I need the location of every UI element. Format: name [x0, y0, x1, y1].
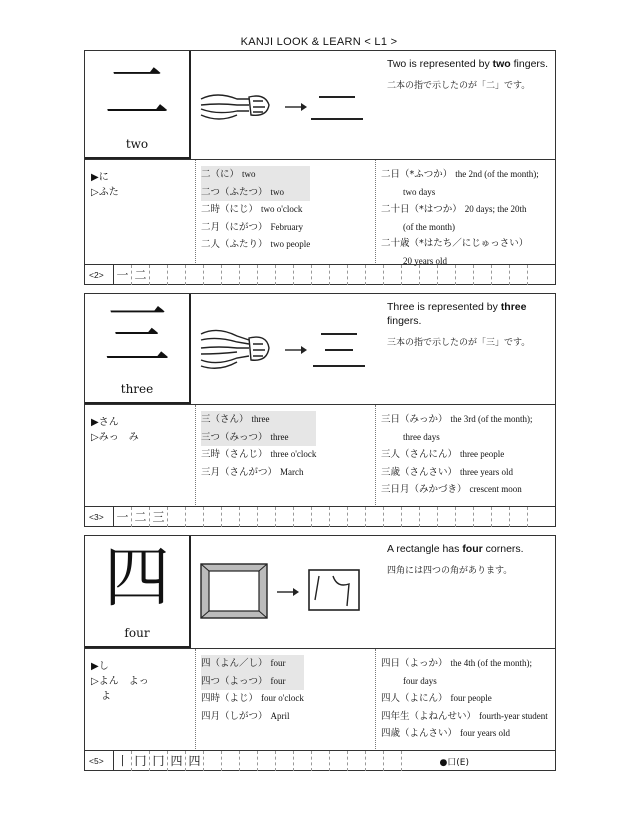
stroke-cell [185, 507, 203, 527]
two-fingers-illustration [197, 69, 375, 139]
word-entry: 二つ（ふたつ） two [201, 184, 310, 202]
card-top [85, 536, 555, 649]
stroke-cell [383, 265, 401, 285]
word-entry: 二十日（*はつか） 20 days; the 20th [381, 204, 527, 215]
japanese-explanation: 三本の指で示したのが「三」です。 [387, 338, 531, 348]
stroke-cell [311, 507, 329, 527]
word-list-right [381, 655, 548, 743]
explanation [387, 57, 553, 93]
stroke-cell [491, 507, 509, 527]
word-entry: 二人（ふたり） two people [201, 239, 311, 250]
rectangle-illustration [197, 554, 375, 624]
stroke-cell [437, 507, 455, 527]
explanation-text-end: corners. [482, 543, 524, 555]
stroke-cell [167, 265, 185, 285]
explanation [387, 300, 553, 350]
stroke-cell [347, 751, 365, 771]
card-readings-area [85, 405, 555, 507]
word-entry: 四日（よっか） the 4th (of the month); [381, 658, 533, 669]
card-readings-area [85, 649, 555, 749]
stroke-cell [311, 265, 329, 285]
stroke-cell [419, 507, 437, 527]
stroke-cell [491, 265, 509, 285]
stroke-cell [293, 265, 311, 285]
on-reading: ▶し [91, 661, 109, 672]
word-entry: four days [403, 675, 437, 686]
stroke-cell [365, 507, 383, 527]
kanji-index: <5> [89, 756, 104, 766]
stroke-cell [527, 265, 545, 285]
stroke-cell [221, 265, 239, 285]
kanji-character: 三 [104, 297, 170, 374]
stroke-cell: 四 [167, 751, 185, 771]
kanji-index: <3> [89, 512, 104, 522]
word-entry: 四歳（よんさい） four years old [381, 728, 511, 739]
stroke-cell [347, 507, 365, 527]
stroke-cell: 一 [113, 265, 131, 285]
word-entry: (of the month) [403, 221, 455, 232]
word-entry: 四年生（よねんせい） fourth-year student [381, 710, 548, 722]
word-entry: 三つ（みっつ） three [201, 429, 316, 447]
stroke-cell [329, 507, 347, 527]
japanese-explanation: 二本の指で示したのが「二」です。 [387, 81, 531, 91]
stroke-cell [401, 507, 419, 527]
stroke-cell: 二 [131, 507, 149, 527]
stroke-cell [527, 507, 545, 527]
word-list-left [201, 166, 310, 254]
stroke-order-row [85, 750, 555, 771]
stroke-cell [509, 507, 527, 527]
kanji-meaning: four [124, 626, 150, 640]
stroke-cell: 冂 [149, 751, 167, 771]
word-entry: 三人（さんにん） three people [381, 449, 505, 460]
word-list-right [381, 411, 533, 499]
kanji-box [85, 536, 191, 648]
kun-reading: ▷よん よっ [91, 676, 149, 687]
kanji-card-four [84, 535, 556, 771]
divider [195, 649, 196, 749]
stroke-cell [185, 265, 203, 285]
kanji-meaning: two [125, 137, 149, 151]
stroke-cell [239, 265, 257, 285]
stroke-cell [509, 265, 527, 285]
stroke-cell: 二 [131, 265, 149, 285]
stroke-cell [203, 751, 221, 771]
explanation-text-end: fingers. [387, 315, 422, 327]
word-entry: 三日月（みかづき） crescent moon [381, 484, 522, 495]
stroke-cell [203, 265, 221, 285]
word-entry: 四つ（よっつ） four [201, 673, 304, 691]
kun-reading: ▷ふた [91, 187, 119, 198]
stroke-cell [329, 265, 347, 285]
stroke-cell [419, 265, 437, 285]
stroke-cell [383, 751, 401, 771]
stroke-cell [257, 751, 275, 771]
kanji-card-three [84, 293, 556, 527]
word-list-left [201, 655, 304, 725]
stroke-cell: 一 [113, 507, 131, 527]
stroke-cell [275, 507, 293, 527]
stroke-cell [203, 507, 221, 527]
kanji-character: 二 [104, 54, 170, 131]
component-reference: ●口(E) [439, 758, 469, 768]
stroke-cell [455, 507, 473, 527]
explanation-emphasis: three [500, 301, 527, 313]
stroke-cell [257, 265, 275, 285]
stroke-cell [347, 265, 365, 285]
kanji-meaning: three [120, 382, 154, 396]
explanation-emphasis: two [492, 58, 511, 70]
word-entry: 三月（さんがつ） March [201, 466, 304, 478]
stroke-cell [365, 265, 383, 285]
stroke-cell [275, 265, 293, 285]
stroke-cell [401, 751, 419, 771]
word-entry: three days [403, 431, 440, 442]
stroke-cell [239, 507, 257, 527]
three-fingers-illustration [197, 312, 375, 382]
stroke-cell [257, 507, 275, 527]
word-entry: 四月（しがつ） April [201, 710, 290, 722]
word-entry: 四時（よじ） four o'clock [201, 693, 304, 704]
card-readings-area [85, 160, 555, 265]
kanji-index: <2> [89, 270, 104, 280]
word-entry: 三日（みっか） the 3rd (of the month); [381, 414, 533, 425]
kanji-character: 四 [104, 539, 170, 616]
kanji-box [85, 294, 191, 404]
word-entry: 二月（にがつ） February [201, 221, 304, 233]
stroke-cell [221, 507, 239, 527]
divider [375, 649, 376, 749]
stroke-cell [473, 265, 491, 285]
divider [375, 160, 376, 265]
explanation-text-end: fingers. [510, 58, 549, 70]
card-top [85, 51, 555, 160]
explanation-emphasis: four [462, 543, 483, 555]
word-list-left [201, 411, 316, 481]
page-header: KANJI LOOK & LEARN < L1 > [240, 36, 398, 48]
explanation-text: A rectangle has [387, 543, 463, 555]
word-entry: 三（さん） three [201, 411, 316, 429]
stroke-cell [365, 751, 383, 771]
stroke-cell [455, 265, 473, 285]
stroke-cell [473, 507, 491, 527]
word-entry: 二（に） two [201, 166, 310, 184]
word-entry: 四（よん／し） four [201, 655, 304, 673]
kanji-card-two [84, 50, 556, 285]
japanese-explanation: 四角には四つの角があります。 [387, 566, 513, 576]
explanation [387, 542, 553, 578]
on-reading: ▶さん [91, 417, 119, 428]
stroke-cell [329, 751, 347, 771]
word-entry: 三歳（さんさい） three years old [381, 466, 514, 478]
word-list-right [381, 166, 539, 270]
explanation-text: Two is represented by [387, 58, 493, 70]
card-top [85, 294, 555, 405]
explanation-text: Three is represented by [387, 301, 501, 313]
word-entry: 二時（にじ） two o'clock [201, 204, 303, 215]
word-entry: 20 years old [403, 255, 447, 266]
kanji-box [85, 51, 191, 159]
kun-reading: ▷みっ み [91, 432, 139, 443]
divider [195, 160, 196, 265]
divider [195, 405, 196, 507]
stroke-cell [149, 265, 167, 285]
word-entry: two days [403, 186, 436, 197]
stroke-order-row [85, 264, 555, 285]
stroke-order-row [85, 506, 555, 527]
stroke-cell: 四 [185, 751, 203, 771]
stroke-cell [293, 507, 311, 527]
readings [91, 659, 149, 704]
stroke-cell [275, 751, 293, 771]
stroke-cell [401, 265, 419, 285]
stroke-cell [167, 507, 185, 527]
word-entry: 二日（*ふつか） the 2nd (of the month); [381, 169, 539, 180]
stroke-cell: 三 [149, 507, 167, 527]
stroke-cell [437, 265, 455, 285]
stroke-cell [221, 751, 239, 771]
word-entry: 二十歳（*はたち／にじゅっさい） [381, 238, 529, 249]
readings [91, 170, 119, 200]
stroke-cell [239, 751, 257, 771]
stroke-cell [293, 751, 311, 771]
on-reading: ▶に [91, 172, 109, 183]
readings [91, 415, 139, 445]
word-entry: 三時（さんじ） three o'clock [201, 449, 317, 460]
kun-reading: よ [91, 691, 111, 702]
stroke-cell: 丨 [113, 751, 131, 771]
divider [375, 405, 376, 507]
word-entry: 四人（よにん） four people [381, 693, 492, 704]
stroke-cell: 冂 [131, 751, 149, 771]
stroke-cell [311, 751, 329, 771]
stroke-cell [383, 507, 401, 527]
